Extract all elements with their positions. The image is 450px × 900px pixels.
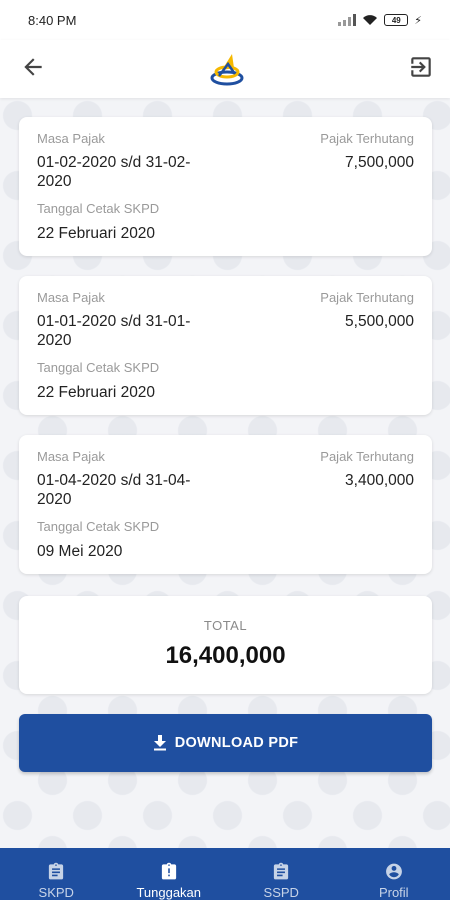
masa-pajak-value: 01-04-2020 s/d 31-04-2020 (37, 472, 191, 508)
nav-item-tunggakan[interactable] (113, 848, 226, 900)
masa-pajak-label: Masa Pajak (37, 131, 105, 146)
tunggakan-card[interactable] (19, 276, 432, 415)
app-bar (0, 40, 450, 98)
clipboard-list-icon (45, 862, 67, 881)
tanggal-cetak-value: 22 Februari 2020 (37, 225, 156, 242)
tanggal-cetak-label: Tanggal Cetak SKPD (37, 519, 160, 534)
masa-pajak-value: 01-01-2020 s/d 31-01-2020 (37, 313, 191, 349)
clipboard-alert-icon (158, 862, 180, 881)
pajak-terhutang-value: 5,500,000 (345, 313, 414, 330)
tunggakan-card[interactable] (19, 435, 432, 574)
tanggal-cetak-value: 09 Mei 2020 (37, 543, 123, 560)
app-logo (208, 48, 246, 88)
nav-item-skpd[interactable] (0, 848, 113, 900)
wifi-icon (362, 14, 378, 26)
bottom-nav (0, 848, 450, 900)
pajak-terhutang-value: 7,500,000 (345, 154, 414, 171)
logout-icon[interactable] (408, 54, 434, 80)
battery-level: 49 (391, 15, 401, 25)
total-label: TOTAL (203, 618, 248, 633)
charging-icon: ⚡ (414, 14, 422, 27)
tunggakan-card[interactable] (19, 117, 432, 256)
masa-pajak-label: Masa Pajak (37, 290, 105, 305)
nav-item-profil[interactable] (338, 848, 450, 900)
tanggal-cetak-label: Tanggal Cetak SKPD (37, 360, 160, 375)
pajak-terhutang-label: Pajak Terhutang (320, 449, 414, 464)
nav-label: SKPD (38, 885, 74, 900)
download-icon (153, 735, 167, 751)
nav-item-sspd[interactable] (225, 848, 338, 900)
status-icons (338, 14, 422, 27)
pajak-terhutang-label: Pajak Terhutang (320, 131, 414, 146)
status-bar (0, 0, 450, 40)
signal-icon (338, 14, 356, 26)
nav-label: Tunggakan (136, 885, 202, 900)
clipboard-list-icon (270, 862, 292, 881)
total-card (19, 596, 432, 694)
masa-pajak-value: 01-02-2020 s/d 31-02-2020 (37, 154, 191, 190)
download-pdf-button[interactable] (19, 714, 432, 772)
pajak-terhutang-value: 3,400,000 (345, 472, 414, 489)
total-value: 16,400,000 (165, 642, 286, 669)
masa-pajak-label: Masa Pajak (37, 449, 105, 464)
tanggal-cetak-label: Tanggal Cetak SKPD (37, 201, 160, 216)
arrow-left-icon[interactable] (20, 54, 46, 80)
nav-label: SSPD (263, 885, 299, 900)
pajak-terhutang-label: Pajak Terhutang (320, 290, 414, 305)
nav-label: Profil (378, 885, 409, 900)
status-time: 8:40 PM (28, 12, 77, 28)
download-pdf-label: DOWNLOAD PDF (174, 735, 299, 751)
tanggal-cetak-value: 22 Februari 2020 (37, 384, 156, 401)
account-circle-icon (383, 862, 405, 881)
battery-icon (384, 14, 408, 26)
